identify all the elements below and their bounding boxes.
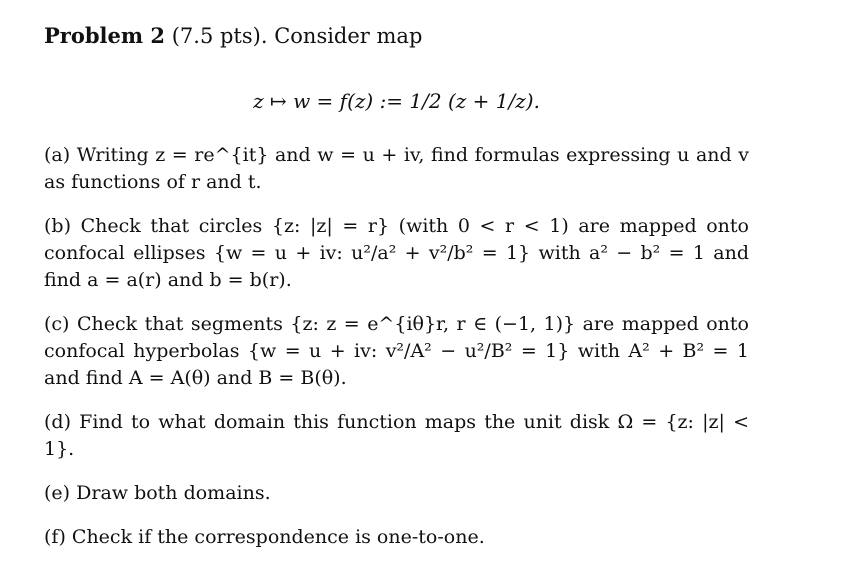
problem-points: (7.5 pts). [171,24,268,48]
problem-heading [44,22,749,50]
part-a-text: Writing z = re^{it} and w = u + iv, find formulas expressing u and v as functions of r and t. [44,144,749,193]
part-f [44,524,749,551]
part-b-label: (b) [44,215,71,237]
part-e-text: Draw both domains. [76,482,271,504]
part-d-label: (d) [44,411,71,433]
part-f-text: Check if the correspondence is one-to-one. [71,526,485,548]
part-d-text: Find to what domain this function maps the unit disk Ω = {z: |z| < 1}. [44,411,749,460]
part-e [44,480,749,507]
problem-title: Problem 2 [44,23,166,48]
part-f-label: (f) [44,526,66,548]
part-b-text: Check that circles {z: |z| = r} (with 0 < r < 1) are mapped onto confocal ellipses {w = u + iv: u²/a² + v²/b² = 1} with a² − b² = 1 and find a = a(r) and b = b(r). [44,215,749,291]
part-c [44,311,749,392]
problem-intro: Consider map [274,24,423,48]
part-e-label: (e) [44,482,71,504]
problem-sheet [44,22,749,568]
part-c-label: (c) [44,313,70,335]
part-a-label: (a) [44,144,71,166]
part-c-text: Check that segments {z: z = e^{iθ}r, r ∈ (−1, 1)} are mapped onto confocal hyperbolas {w = u + iv: v²/A² − u²/B² = 1} with A² + B² = 1 and find A = A(θ) and B = B(θ). [44,313,749,389]
part-d [44,409,749,463]
map-formula: z ↦ w = f(z) := 1/2 (z + 1/z). [253,89,540,113]
part-b [44,213,749,294]
part-a [44,142,749,196]
